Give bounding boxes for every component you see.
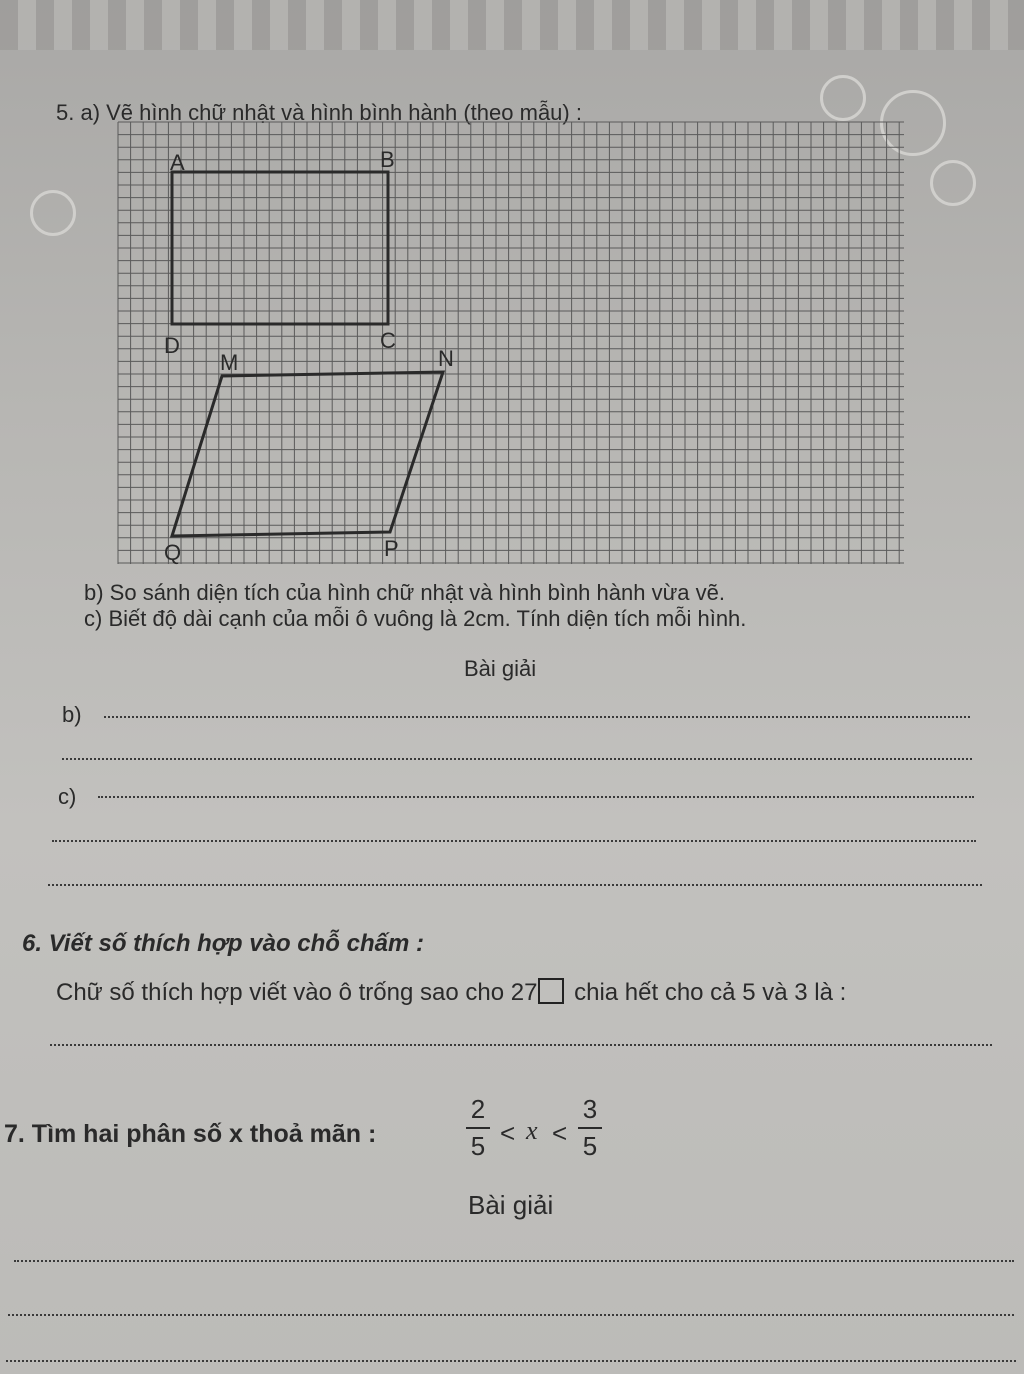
square-grid (0, 0, 1024, 600)
less-than-sign: < (500, 1118, 516, 1148)
empty-digit-box[interactable] (538, 978, 564, 1004)
vertex-label-m: M (220, 350, 239, 375)
q5-title: 5. a) Vẽ hình chữ nhật và hình bình hành (theo mẫu) : (56, 100, 582, 125)
answer-line[interactable] (8, 1314, 1014, 1316)
fraction-three-fifths (578, 1094, 602, 1162)
answer-line[interactable] (104, 716, 970, 718)
q5-part-b: b) So sánh diện tích của hình chữ nhật và hình bình hành vừa vẽ. (84, 580, 725, 605)
vertex-label-a: A (170, 150, 185, 175)
vertex-label-n: N (438, 346, 454, 371)
vertex-label-b: B (380, 147, 395, 172)
q6-text-after: chia hết cho cả 5 và 3 là : (567, 979, 847, 1006)
answer-line[interactable] (48, 884, 982, 886)
vertex-label-q: Q (164, 540, 182, 565)
fraction-denominator: 5 (582, 1131, 598, 1161)
q7-solution-heading: Bài giải (468, 1190, 554, 1220)
fraction-two-fifths (466, 1094, 490, 1162)
answer-line[interactable] (14, 1260, 1014, 1262)
q6-sentence (56, 978, 846, 1007)
fraction-denominator: 5 (470, 1131, 486, 1161)
fraction-numerator: 2 (470, 1094, 486, 1124)
less-than-sign: < (552, 1118, 568, 1148)
q6-title: 6. Viết số thích hợp vào chỗ chấm : (22, 930, 424, 957)
answer-b-label: b) (62, 702, 82, 727)
q5-part-c: c) Biết độ dài cạnh của mỗi ô vuông là 2cm. Tính diện tích mỗi hình. (84, 606, 747, 631)
q7-title: 7. Tìm hai phân số x thoả mãn : (4, 1120, 377, 1148)
q6-text-before: Chữ số thích hợp viết vào ô trống sao cho 27 (56, 979, 538, 1006)
variable-x: x (526, 1116, 538, 1145)
answer-c-label: c) (58, 784, 77, 809)
vertex-label-p: P (384, 536, 399, 561)
answer-line[interactable] (50, 1044, 992, 1046)
q5-solution-heading: Bài giải (464, 656, 537, 681)
vertex-label-d: D (164, 333, 180, 358)
fraction-numerator: 3 (582, 1094, 598, 1124)
vertex-label-c: C (380, 328, 396, 353)
answer-line[interactable] (62, 758, 972, 760)
answer-line[interactable] (52, 840, 976, 842)
answer-line[interactable] (6, 1360, 1016, 1362)
answer-line[interactable] (98, 796, 974, 798)
